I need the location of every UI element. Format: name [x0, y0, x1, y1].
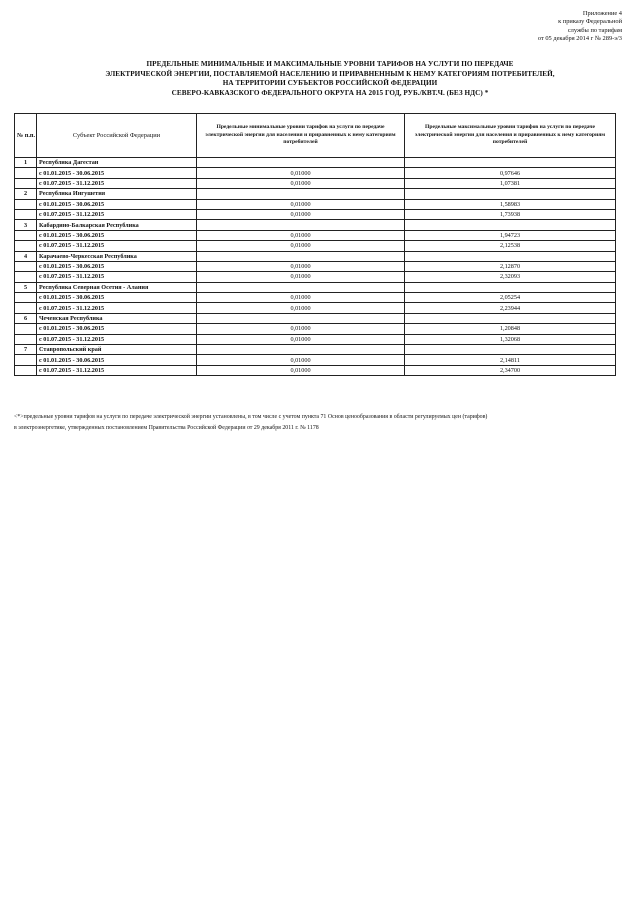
table-row — [15, 303, 616, 313]
title-line: ПРЕДЕЛЬНЫЕ МИНИМАЛЬНЫЕ И МАКСИМАЛЬНЫЕ УРОВНИ ТАРИФОВ НА УСЛУГИ ПО ПЕРЕДАЧЕ — [146, 60, 514, 68]
region-num: 3 — [15, 220, 37, 230]
title-line: ЭЛЕКТРИЧЕСКОЙ ЭНЕРГИИ, ПОСТАВЛЯЕМОЙ НАСЕЛЕНИЮ И ПРИРАВНЕННЫМ К НЕМУ КАТЕГОРИЯМ ПОТРЕБИТЕЛЕЙ, — [105, 69, 555, 78]
empty-cell — [405, 158, 616, 168]
min-value: 0,01000 — [197, 261, 405, 271]
appendix-reference — [452, 10, 622, 43]
empty-cell — [15, 303, 37, 313]
empty-cell — [197, 220, 405, 230]
table-row — [15, 324, 616, 334]
region-name: Республика Дагестан — [37, 158, 197, 168]
min-value: 0,01000 — [197, 365, 405, 375]
min-value: 0,01000 — [197, 168, 405, 178]
min-value: 0,01000 — [197, 241, 405, 251]
empty-cell — [405, 313, 616, 323]
region-name: Карачаево-Черкесская Республика — [37, 251, 197, 261]
empty-cell — [15, 178, 37, 188]
region-name: Республика Северная Осетия - Алания — [37, 282, 197, 292]
max-value: 2,05254 — [405, 293, 616, 303]
min-value: 0,01000 — [197, 230, 405, 240]
region-row — [15, 251, 616, 261]
empty-cell — [15, 199, 37, 209]
region-num: 1 — [15, 158, 37, 168]
max-value: 1,94723 — [405, 230, 616, 240]
empty-cell — [15, 334, 37, 344]
region-row — [15, 158, 616, 168]
min-value: 0,01000 — [197, 178, 405, 188]
max-value: 2,14811 — [405, 355, 616, 365]
region-num: 2 — [15, 189, 37, 199]
table-row — [15, 334, 616, 344]
footnote-line: <*>предельные уровни тарифов на услуги по передаче электрической энергии установлены, в том числе с учетом пункта 71 Основ ценообразования в области регулируемых цен (тарифов) — [14, 414, 488, 420]
period-label: с 01.07.2015 - 31.12.2015 — [37, 178, 197, 188]
period-label: с 01.07.2015 - 31.12.2015 — [37, 303, 197, 313]
period-label: с 01.07.2015 - 31.12.2015 — [37, 241, 197, 251]
min-value: 0,01000 — [197, 199, 405, 209]
empty-cell — [405, 220, 616, 230]
max-value: 2,32093 — [405, 272, 616, 282]
table-row — [15, 178, 616, 188]
table-row — [15, 241, 616, 251]
max-value: 2,12870 — [405, 261, 616, 271]
region-name: Кабардино-Балкарская Республика — [37, 220, 197, 230]
min-value: 0,01000 — [197, 324, 405, 334]
region-num: 4 — [15, 251, 37, 261]
period-label: с 01.01.2015 - 30.06.2015 — [37, 261, 197, 271]
empty-cell — [15, 241, 37, 251]
region-num: 5 — [15, 282, 37, 292]
empty-cell — [15, 272, 37, 282]
period-label: с 01.07.2015 - 31.12.2015 — [37, 334, 197, 344]
max-value: 1,07381 — [405, 178, 616, 188]
table-row — [15, 355, 616, 365]
header-min-tariff: Предельные минимальные уровни тарифов на услуги по передаче электрической энергии для населения и приравненных к нему категориям потребителей — [197, 114, 405, 158]
title-line: НА ТЕРРИТОРИИ СУБЪЕКТОВ РОССИЙСКОЙ ФЕДЕРАЦИИ — [222, 79, 438, 88]
region-row — [15, 189, 616, 199]
table-row — [15, 261, 616, 271]
table-row — [15, 272, 616, 282]
header-max-tariff: Предельные максимальные уровни тарифов на услуги по передаче электрической энергии для населения и приравненных к нему категориям потребителей — [405, 114, 616, 158]
empty-cell — [197, 189, 405, 199]
max-value: 0,97646 — [405, 168, 616, 178]
region-name: Ставропольский край — [37, 345, 197, 355]
tariffs-table — [14, 113, 616, 376]
empty-cell — [15, 168, 37, 178]
region-name: Чеченская Республика — [37, 313, 197, 323]
empty-cell — [15, 365, 37, 375]
min-value: 0,01000 — [197, 272, 405, 282]
empty-cell — [405, 189, 616, 199]
min-value: 0,01000 — [197, 293, 405, 303]
appendix-line: Приложение 4 — [582, 10, 622, 17]
empty-cell — [15, 209, 37, 219]
period-label: с 01.01.2015 - 30.06.2015 — [37, 199, 197, 209]
empty-cell — [15, 261, 37, 271]
header-subject: Субъект Российской Федерации — [37, 114, 197, 158]
period-label: с 01.07.2015 - 31.12.2015 — [37, 272, 197, 282]
empty-cell — [197, 251, 405, 261]
empty-cell — [15, 293, 37, 303]
appendix-line: службы по тарифам — [567, 26, 622, 34]
max-value: 2,12538 — [405, 241, 616, 251]
table-row — [15, 199, 616, 209]
min-value: 0,01000 — [197, 209, 405, 219]
period-label: с 01.07.2015 - 31.12.2015 — [37, 209, 197, 219]
max-value: 2,34700 — [405, 365, 616, 375]
min-value: 0,01000 — [197, 303, 405, 313]
table-row — [15, 209, 616, 219]
footnote — [14, 412, 626, 433]
region-row — [15, 282, 616, 292]
region-row — [15, 220, 616, 230]
max-value: 1,20848 — [405, 324, 616, 334]
period-label: с 01.01.2015 - 30.06.2015 — [37, 324, 197, 334]
table-row — [15, 168, 616, 178]
period-label: с 01.01.2015 - 30.06.2015 — [37, 168, 197, 178]
region-row — [15, 345, 616, 355]
table-row — [15, 230, 616, 240]
max-value: 1,73938 — [405, 209, 616, 219]
region-num: 7 — [15, 345, 37, 355]
empty-cell — [197, 313, 405, 323]
empty-cell — [15, 324, 37, 334]
document-title — [40, 60, 620, 98]
appendix-line: от 05 декабря 2014 г № 289-э/3 — [537, 34, 622, 42]
max-value: 1,32068 — [405, 334, 616, 344]
table-header-row — [15, 114, 616, 158]
period-label: с 01.01.2015 - 30.06.2015 — [37, 230, 197, 240]
region-row — [15, 313, 616, 323]
empty-cell — [15, 355, 37, 365]
region-num: 6 — [15, 313, 37, 323]
period-label: с 01.01.2015 - 30.06.2015 — [37, 355, 197, 365]
header-num: № п.п. — [15, 114, 37, 158]
empty-cell — [405, 251, 616, 261]
empty-cell — [405, 282, 616, 292]
region-name: Республика Ингушетия — [37, 189, 197, 199]
min-value: 0,01000 — [197, 334, 405, 344]
footnote-line: в электроэнергетике, утвержденных постановлением Правительства Российской Федерации от 29 декабря 2011 г. № 1178 — [14, 424, 319, 431]
min-value: 0,01000 — [197, 355, 405, 365]
empty-cell — [197, 345, 405, 355]
table-row — [15, 365, 616, 375]
appendix-line: к приказу Федеральной — [558, 18, 622, 26]
period-label: с 01.07.2015 - 31.12.2015 — [37, 365, 197, 375]
max-value: 2,23944 — [405, 303, 616, 313]
table-row — [15, 293, 616, 303]
empty-cell — [405, 345, 616, 355]
empty-cell — [197, 282, 405, 292]
max-value: 1,58983 — [405, 199, 616, 209]
title-line: СЕВЕРО-КАВКАЗСКОГО ФЕДЕРАЛЬНОГО ОКРУГА НА 2015 ГОД, РУБ./КВТ.Ч. (БЕЗ НДС) * — [171, 88, 489, 97]
period-label: с 01.01.2015 - 30.06.2015 — [37, 293, 197, 303]
empty-cell — [15, 230, 37, 240]
empty-cell — [197, 158, 405, 168]
